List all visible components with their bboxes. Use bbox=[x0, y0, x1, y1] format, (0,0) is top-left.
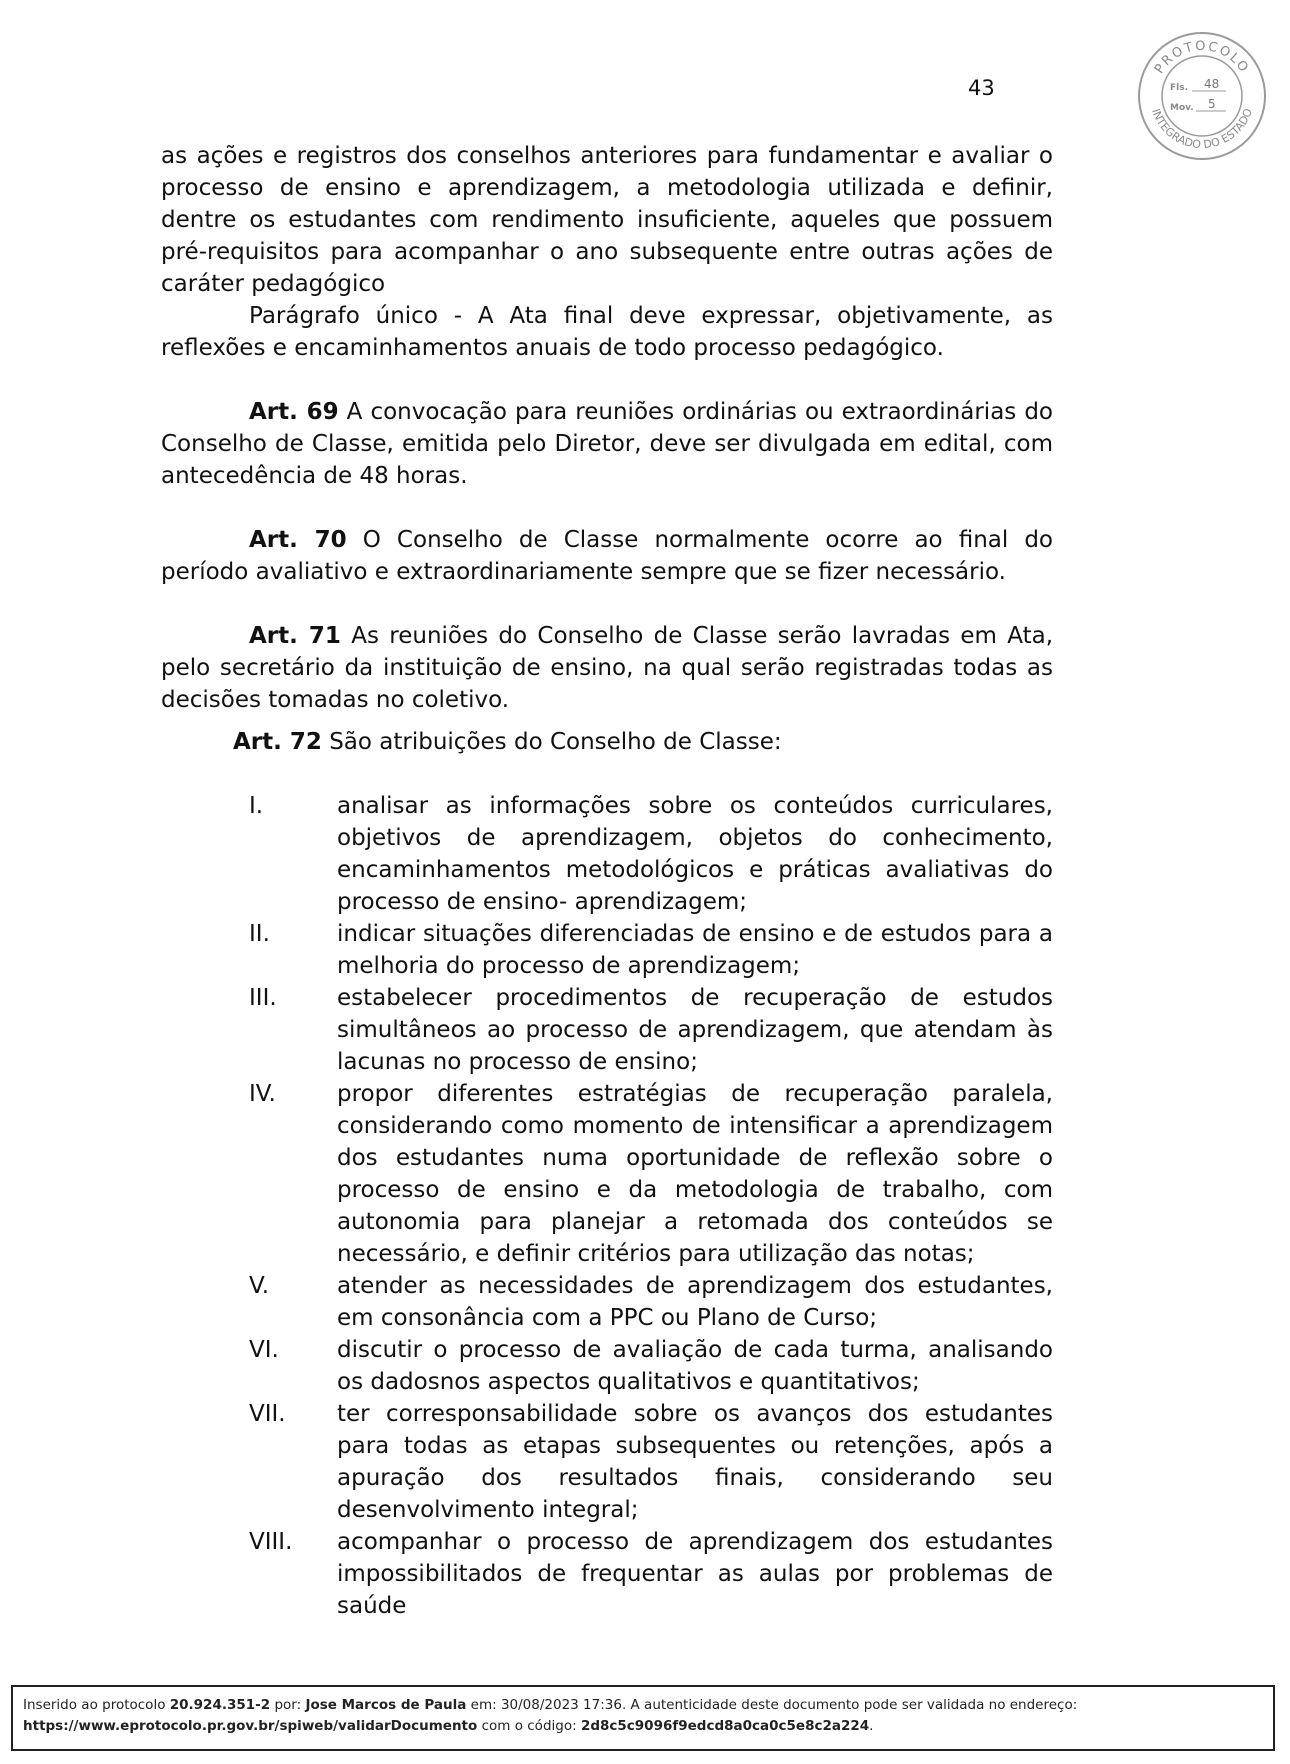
document-body bbox=[161, 140, 1053, 1622]
list-item-text: acompanhar o processo de aprendizagem dos estudantes impossibilitados de frequentar as aulas por problemas de saúde bbox=[337, 1529, 1053, 1619]
list-item bbox=[161, 1526, 1053, 1622]
article-69-label: Art. 69 bbox=[249, 399, 339, 425]
protocol-seal-icon bbox=[1136, 30, 1268, 162]
list-item-number: III. bbox=[249, 985, 277, 1011]
paragraph-unique: Parágrafo único - A Ata final deve expressar, objetivamente, as reflexões e encaminhamentos anuais de todo processo pedagógico. bbox=[161, 303, 1053, 361]
list-item-number: VI. bbox=[249, 1337, 279, 1363]
article-69 bbox=[161, 396, 1053, 492]
footer-validation-code: 2d8c5c9096f9edcd8a0ca0c5e8c2a224 bbox=[580, 1718, 870, 1734]
list-item bbox=[161, 1398, 1053, 1526]
list-item bbox=[161, 1078, 1053, 1270]
list-item-text: indicar situações diferenciadas de ensino e de estudos para a melhoria do processo de aprendizagem; bbox=[337, 921, 1053, 979]
footer-validation-url[interactable]: https://www.eprotocolo.pr.gov.br/spiweb/validarDocumento bbox=[23, 1718, 478, 1734]
footer-line-2 bbox=[23, 1716, 1263, 1737]
footer-at: em: 30/08/2023 17:36. A autenticidade deste documento pode ser validada no endereço: bbox=[466, 1697, 1078, 1713]
validation-footer bbox=[11, 1685, 1275, 1751]
page-number: 43 bbox=[968, 76, 995, 100]
stamp-fls-label: Fls. bbox=[1170, 83, 1189, 93]
list-item-number: VIII. bbox=[249, 1529, 293, 1555]
article-70-text: O Conselho de Classe normalmente ocorre ao final do período avaliativo e extraordinariamente sempre que se fizer necessário. bbox=[161, 527, 1054, 585]
footer-code-suffix: . bbox=[869, 1718, 874, 1734]
footer-protocol-number: 20.924.351-2 bbox=[169, 1697, 271, 1713]
stamp-mov-value: 5 bbox=[1208, 97, 1216, 111]
list-item bbox=[161, 1334, 1053, 1398]
article-69-text: A convocação para reuniões ordinárias ou extraordinárias do Conselho de Classe, emitida pelo Diretor, deve ser divulgada em edital, com antecedência de 48 horas. bbox=[161, 399, 1053, 489]
article-70-label: Art. 70 bbox=[249, 527, 347, 553]
article-72-text: São atribuições do Conselho de Classe: bbox=[321, 729, 782, 755]
list-item bbox=[161, 790, 1053, 918]
protocol-stamp bbox=[1136, 30, 1268, 162]
footer-line-1 bbox=[23, 1695, 1263, 1716]
article-72 bbox=[161, 726, 1053, 758]
footer-author: Jose Marcos de Paula bbox=[305, 1697, 467, 1713]
list-item-number: V. bbox=[249, 1273, 270, 1299]
stamp-bottom-text: INTEGRADO DO ESTADO bbox=[1149, 106, 1255, 152]
list-item-number: VII. bbox=[249, 1401, 286, 1427]
list-item bbox=[161, 982, 1053, 1078]
list-item-text: ter corresponsabilidade sobre os avanços dos estudantes para todas as etapas subsequentes ou retenções, após a apuração dos resultados finais, considerando seu desenvolvimento integral; bbox=[337, 1401, 1053, 1523]
list-item-text: discutir o processo de avaliação de cada turma, analisando os dadosnos aspectos qualitativos e quantitativos; bbox=[337, 1337, 1053, 1395]
stamp-fls-value: 48 bbox=[1204, 77, 1220, 91]
svg-text:INTEGRADO DO ESTADO bbox=[1149, 106, 1255, 151]
list-item-text: atender as necessidades de aprendizagem dos estudantes, em consonância com a PPC ou Plano de Curso; bbox=[337, 1273, 1053, 1331]
list-item-text: analisar as informações sobre os conteúdos curriculares, objetivos de aprendizagem, objetos do conhecimento, encaminhamentos metodológicos e práticas avaliativas do processo de ensino- aprendizagem; bbox=[337, 793, 1053, 915]
article-71-label: Art. 71 bbox=[249, 623, 341, 649]
list-item-text: propor diferentes estratégias de recuperação paralela, considerando como momento de intensificar a aprendizagem dos estudantes numa oportunidade de reflexão sobre o processo de ensino e da metodologia de trabalho, com autonomia para planejar a retomada dos conteúdos se necessário, e definir critérios para utilização das notas; bbox=[337, 1081, 1053, 1267]
footer-by: por: bbox=[270, 1697, 306, 1713]
stamp-mov-label: Mov. bbox=[1170, 103, 1194, 113]
article-71-text: As reuniões do Conselho de Classe serão lavradas em Ata, pelo secretário da instituição de ensino, na qual serão registradas todas as decisões tomadas no coletivo. bbox=[161, 623, 1054, 713]
list-item bbox=[161, 918, 1053, 982]
intro-paragraph: as ações e registros dos conselhos anteriores para fundamentar e avaliar o processo de ensino e aprendizagem, a metodologia utilizada e definir, dentre os estudantes com rendimento insuficiente, aqueles que possuem pré-requisitos para acompanhar o ano subsequente entre outras ações de caráter pedagógico bbox=[161, 143, 1053, 297]
article-70 bbox=[161, 524, 1053, 588]
footer-code-prefix: com o código: bbox=[477, 1718, 581, 1734]
attributions-list bbox=[161, 790, 1053, 1622]
list-item bbox=[161, 1270, 1053, 1334]
list-item-number: II. bbox=[249, 921, 270, 947]
list-item-number: I. bbox=[249, 793, 264, 819]
footer-prefix: Inserido ao protocolo bbox=[23, 1697, 170, 1713]
article-72-label: Art. 72 bbox=[233, 729, 322, 755]
stamp-top-text: PROTOCOLO bbox=[1151, 38, 1252, 77]
list-item-number: IV. bbox=[249, 1081, 276, 1107]
list-item-text: estabelecer procedimentos de recuperação de estudos simultâneos ao processo de aprendizagem, que atendam às lacunas no processo de ensino; bbox=[337, 985, 1053, 1075]
article-71 bbox=[161, 620, 1053, 716]
